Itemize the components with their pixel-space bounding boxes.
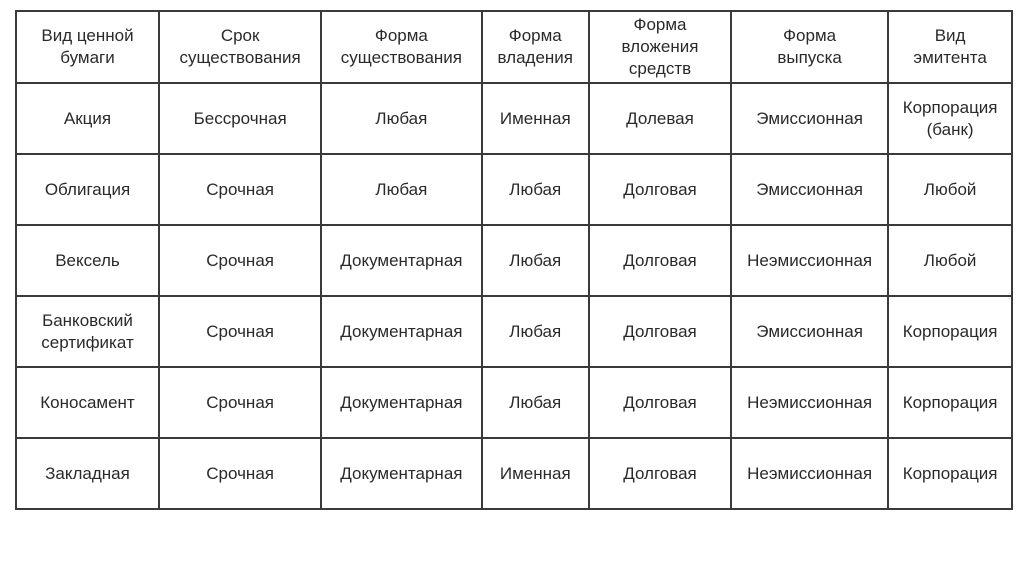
- table-cell: Документарная: [321, 367, 481, 438]
- securities-classification-table: [15, 10, 1013, 510]
- table-cell: Корпорация: [888, 296, 1012, 367]
- table-cell: Корпорация: [888, 438, 1012, 509]
- table-cell: Долговая: [589, 225, 731, 296]
- table-cell: Именная: [482, 83, 590, 154]
- table-row: [16, 154, 1012, 225]
- table-cell: Эмиссионная: [731, 296, 888, 367]
- table-cell: Любая: [482, 296, 590, 367]
- header-row: [16, 11, 1012, 83]
- table-cell: Срочная: [159, 367, 321, 438]
- table-body: [16, 83, 1012, 509]
- header-security-type: Вид ценной бумаги: [16, 11, 159, 83]
- table-cell: Любая: [482, 367, 590, 438]
- table-cell: Корпорация (банк): [888, 83, 1012, 154]
- table-row: [16, 225, 1012, 296]
- table-cell: Бессрочная: [159, 83, 321, 154]
- table-cell: Закладная: [16, 438, 159, 509]
- table-cell: Любая: [482, 225, 590, 296]
- header-issuer-type: Вид эмитента: [888, 11, 1012, 83]
- table-cell: Акция: [16, 83, 159, 154]
- table-cell: Любая: [321, 83, 481, 154]
- table-cell: Именная: [482, 438, 590, 509]
- table-cell: Любая: [321, 154, 481, 225]
- table-cell: Долговая: [589, 296, 731, 367]
- header-ownership-form: Форма владения: [482, 11, 590, 83]
- table-header: [16, 11, 1012, 83]
- header-term: Срок существования: [159, 11, 321, 83]
- table-cell: Неэмиссионная: [731, 225, 888, 296]
- table-cell: Банковский сертификат: [16, 296, 159, 367]
- table-cell: Срочная: [159, 154, 321, 225]
- table-cell: Любой: [888, 154, 1012, 225]
- table-cell: Любой: [888, 225, 1012, 296]
- header-issue-form: Форма выпуска: [731, 11, 888, 83]
- table-cell: Вексель: [16, 225, 159, 296]
- table-cell: Эмиссионная: [731, 83, 888, 154]
- table-row: [16, 83, 1012, 154]
- table-row: [16, 296, 1012, 367]
- table-cell: Любая: [482, 154, 590, 225]
- table-row: [16, 438, 1012, 509]
- table-cell: Долевая: [589, 83, 731, 154]
- table-cell: Срочная: [159, 225, 321, 296]
- table-cell: Облигация: [16, 154, 159, 225]
- header-investment-form: Форма вложения средств: [589, 11, 731, 83]
- header-existence-form: Форма существования: [321, 11, 481, 83]
- table-cell: Эмиссионная: [731, 154, 888, 225]
- table-row: [16, 367, 1012, 438]
- table-cell: Долговая: [589, 154, 731, 225]
- table-cell: Долговая: [589, 367, 731, 438]
- table-cell: Неэмиссионная: [731, 367, 888, 438]
- table-cell: Неэмиссионная: [731, 438, 888, 509]
- table-cell: Долговая: [589, 438, 731, 509]
- table-cell: Коносамент: [16, 367, 159, 438]
- table-cell: Срочная: [159, 296, 321, 367]
- table-cell: Корпорация: [888, 367, 1012, 438]
- table-cell: Документарная: [321, 225, 481, 296]
- table-cell: Документарная: [321, 438, 481, 509]
- table-cell: Документарная: [321, 296, 481, 367]
- table-cell: Срочная: [159, 438, 321, 509]
